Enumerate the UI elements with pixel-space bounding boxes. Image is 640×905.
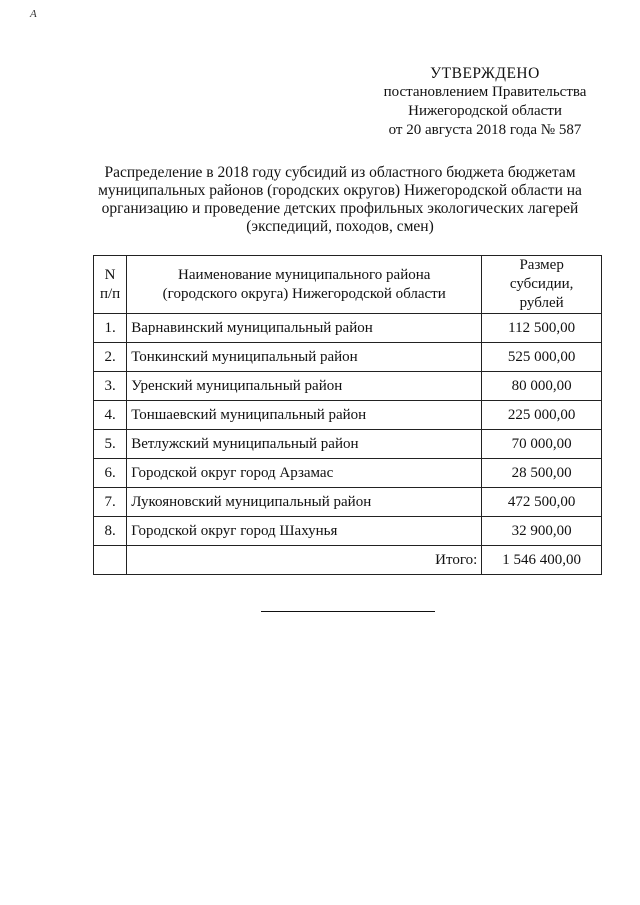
table-row [94, 517, 602, 546]
document-title-line: организацию и проведение детских профильных экологических лагерей [101, 200, 579, 217]
row-amount: 32 900,00 [482, 517, 602, 546]
row-municipality: Варнавинский муниципальный район [127, 314, 482, 343]
approval-stamp-block [360, 64, 610, 140]
row-municipality: Лукояновский муниципальный район [127, 488, 482, 517]
header-number-line: п/п [99, 285, 121, 302]
approval-line-region: Нижегородской области [408, 103, 562, 119]
row-amount: 28 500,00 [482, 459, 602, 488]
row-number: 1. [94, 314, 127, 343]
approval-line-decree: постановлением Правительства [383, 84, 587, 100]
header-municipality-line: Наименование муниципального района [178, 266, 431, 283]
table-row [94, 343, 602, 372]
table-row [94, 488, 602, 517]
total-amount: 1 546 400,00 [482, 546, 602, 575]
row-municipality: Ветлужский муниципальный район [127, 430, 482, 459]
total-label: Итого: [127, 546, 482, 575]
row-amount: 525 000,00 [482, 343, 602, 372]
header-number-line: N [104, 266, 116, 283]
corner-handwritten-mark: A [30, 8, 37, 20]
table-header-row [94, 256, 602, 314]
approval-title: УТВЕРЖДЕНО [430, 65, 540, 82]
header-number [94, 256, 127, 314]
row-number: 5. [94, 430, 127, 459]
row-number: 7. [94, 488, 127, 517]
document-title-line: Распределение в 2018 году субсидий из областного бюджета бюджетам [104, 164, 576, 181]
table-row [94, 459, 602, 488]
row-amount: 70 000,00 [482, 430, 602, 459]
table-row [94, 372, 602, 401]
table-total-row [94, 546, 602, 575]
row-amount: 112 500,00 [482, 314, 602, 343]
header-amount-line: рублей [519, 295, 564, 311]
row-municipality: Городской округ город Шахунья [127, 517, 482, 546]
row-municipality: Городской округ город Арзамас [127, 459, 482, 488]
total-number-empty [94, 546, 127, 575]
table-row [94, 401, 602, 430]
row-amount: 80 000,00 [482, 372, 602, 401]
row-municipality: Тонкинский муниципальный район [127, 343, 482, 372]
row-number: 6. [94, 459, 127, 488]
row-number: 2. [94, 343, 127, 372]
document-title [80, 164, 600, 236]
row-number: 4. [94, 401, 127, 430]
header-amount [482, 256, 602, 314]
row-municipality: Уренский муниципальный район [127, 372, 482, 401]
header-municipality [127, 256, 482, 314]
closing-horizontal-rule [261, 611, 435, 612]
row-number: 8. [94, 517, 127, 546]
document-title-line: (экспедиций, походов, смен) [246, 218, 434, 235]
table-row [94, 314, 602, 343]
header-municipality-line: (городского округа) Нижегородской области [162, 285, 446, 302]
document-title-line: муниципальных районов (городских округов) Нижегородской области на [98, 182, 582, 199]
header-amount-line: Размер субсидии, [509, 257, 574, 292]
row-amount: 225 000,00 [482, 401, 602, 430]
row-amount: 472 500,00 [482, 488, 602, 517]
row-number: 3. [94, 372, 127, 401]
row-municipality: Тоншаевский муниципальный район [127, 401, 482, 430]
subsidy-distribution-table [93, 255, 602, 575]
approval-line-date: от 20 августа 2018 года № 587 [388, 122, 582, 138]
table-row [94, 430, 602, 459]
